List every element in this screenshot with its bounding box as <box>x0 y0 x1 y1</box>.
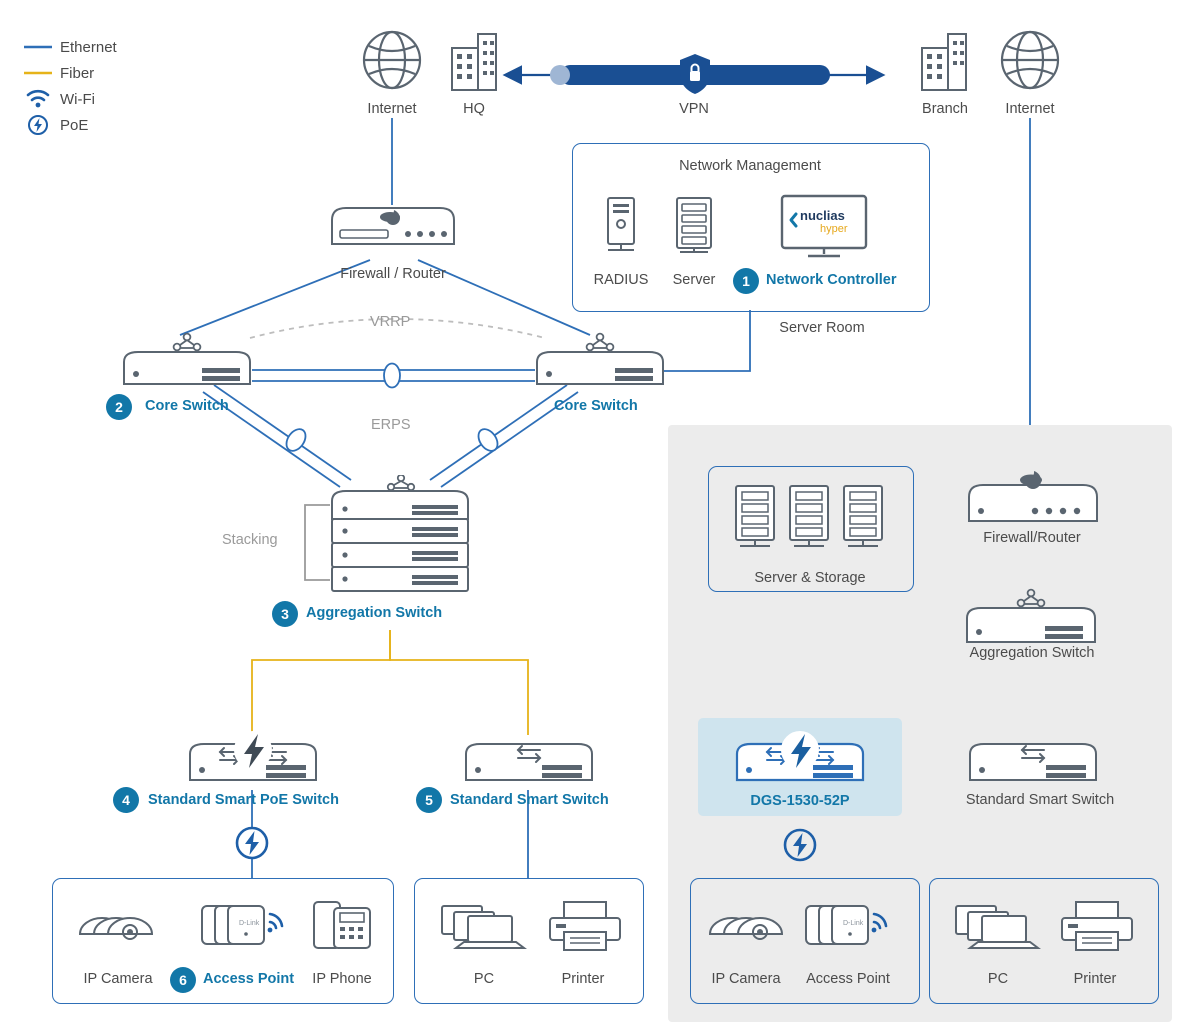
core-switch-left-icon <box>120 332 254 388</box>
fiber-line-icon <box>22 70 54 76</box>
branch-printer-label: Printer <box>1073 971 1117 987</box>
poe-bolt-badge-left-icon <box>234 825 270 861</box>
poe-bolt-icon <box>22 114 54 136</box>
hq-label: HQ <box>463 101 485 117</box>
ip-phone-icon <box>310 896 376 952</box>
wifi-icon <box>22 89 54 109</box>
hq-pc-label: PC <box>473 971 495 987</box>
printer-icon <box>546 900 624 954</box>
badge-5: 5 <box>416 787 442 813</box>
core-switch-right-icon <box>533 332 667 388</box>
branch-server-storage-icon <box>732 484 888 556</box>
ethernet-line-icon <box>22 44 54 50</box>
vpn-shield-lock-icon <box>678 52 712 96</box>
hq-printer-label: Printer <box>561 971 605 987</box>
hq-firewall-router-icon <box>328 200 458 248</box>
branch-printer-icon <box>1058 900 1136 954</box>
branch-firewall-label: Firewall/Router <box>983 530 1081 546</box>
hq-firewall-label: Firewall / Router <box>340 266 446 282</box>
badge-2: 2 <box>106 394 132 420</box>
legend-label-poe: PoE <box>60 116 89 134</box>
branch-aggregation-switch-icon <box>963 588 1099 646</box>
branch-ip-camera-label: IP Camera <box>711 971 781 987</box>
svg-text:nuclias: nuclias <box>800 208 845 223</box>
dgs-1530-52p-label: DGS-1530-52P <box>750 793 850 809</box>
internet-left-icon <box>360 28 424 92</box>
radius-server-icon <box>600 196 642 258</box>
badge-3: 3 <box>272 601 298 627</box>
poe-switch-label: Standard Smart PoE Switch <box>148 792 339 808</box>
network-controller-monitor-icon <box>780 194 868 260</box>
stacking-label: Stacking <box>222 532 278 548</box>
dgs-1530-52p-switch-icon <box>733 728 867 786</box>
standard-smart-poe-switch-icon <box>186 728 320 784</box>
hq-aggregation-switch-stack-icon <box>328 475 474 593</box>
server-room-label: Server Room <box>779 320 865 336</box>
network-controller-label: Network Controller <box>766 272 897 288</box>
svg-text:D-Link: D-Link <box>843 920 864 927</box>
radius-label: RADIUS <box>593 272 649 288</box>
badge-4: 4 <box>113 787 139 813</box>
branch-aggregation-label: Aggregation Switch <box>969 645 1095 661</box>
svg-text:D-Link: D-Link <box>239 920 260 927</box>
access-point-icon <box>198 894 294 952</box>
hq-access-point-label: Access Point <box>203 971 295 987</box>
badge-1: 1 <box>733 268 759 294</box>
branch-smart-switch-label: Standard Smart Switch <box>965 792 1115 808</box>
pc-icon <box>440 902 532 954</box>
internet-right-icon <box>998 28 1062 92</box>
branch-firewall-router-icon <box>963 465 1103 527</box>
branch-pc-icon <box>954 902 1046 954</box>
legend-label-ethernet: Ethernet <box>60 38 117 56</box>
branch-label: Branch <box>922 101 968 117</box>
legend-label-fiber: Fiber <box>60 64 95 82</box>
vrrp-label: VRRP <box>370 314 411 330</box>
hq-ip-camera-label: IP Camera <box>83 971 153 987</box>
network-management-title: Network Management <box>679 158 821 174</box>
erps-label: ERPS <box>371 417 411 433</box>
internet-right-label: Internet <box>1005 101 1055 117</box>
legend-label-wifi: Wi-Fi <box>60 90 95 108</box>
core-switch-right-label: Core Switch <box>554 398 638 414</box>
svg-text:hyper: hyper <box>820 223 848 235</box>
branch-standard-smart-switch-icon <box>966 728 1100 784</box>
legend-item-poe <box>22 112 117 138</box>
server-rack-icon <box>670 196 718 258</box>
legend-item-wifi <box>22 86 117 112</box>
internet-left-label: Internet <box>367 101 417 117</box>
core-switch-left-label: Core Switch <box>145 398 229 414</box>
badge-6: 6 <box>170 967 196 993</box>
standard-smart-switch-icon <box>462 728 596 784</box>
hq-ip-phone-label: IP Phone <box>312 971 372 987</box>
poe-bolt-badge-branch-icon <box>782 827 818 863</box>
hq-aggregation-label: Aggregation Switch <box>306 605 443 621</box>
server-label: Server <box>672 272 716 288</box>
legend-item-fiber <box>22 60 117 86</box>
branch-pc-label: PC <box>987 971 1009 987</box>
legend-item-ethernet <box>22 34 117 60</box>
branch-building-icon <box>918 30 970 92</box>
legend <box>22 34 117 138</box>
vpn-label: VPN <box>679 101 709 117</box>
branch-ip-camera-icon <box>702 898 794 950</box>
hq-building-icon <box>448 30 500 92</box>
server-storage-label: Server & Storage <box>754 570 866 586</box>
branch-access-point-icon <box>802 894 898 952</box>
smart-switch-label: Standard Smart Switch <box>450 792 609 808</box>
ip-camera-icon <box>72 898 164 950</box>
branch-access-point-label: Access Point <box>806 971 890 987</box>
